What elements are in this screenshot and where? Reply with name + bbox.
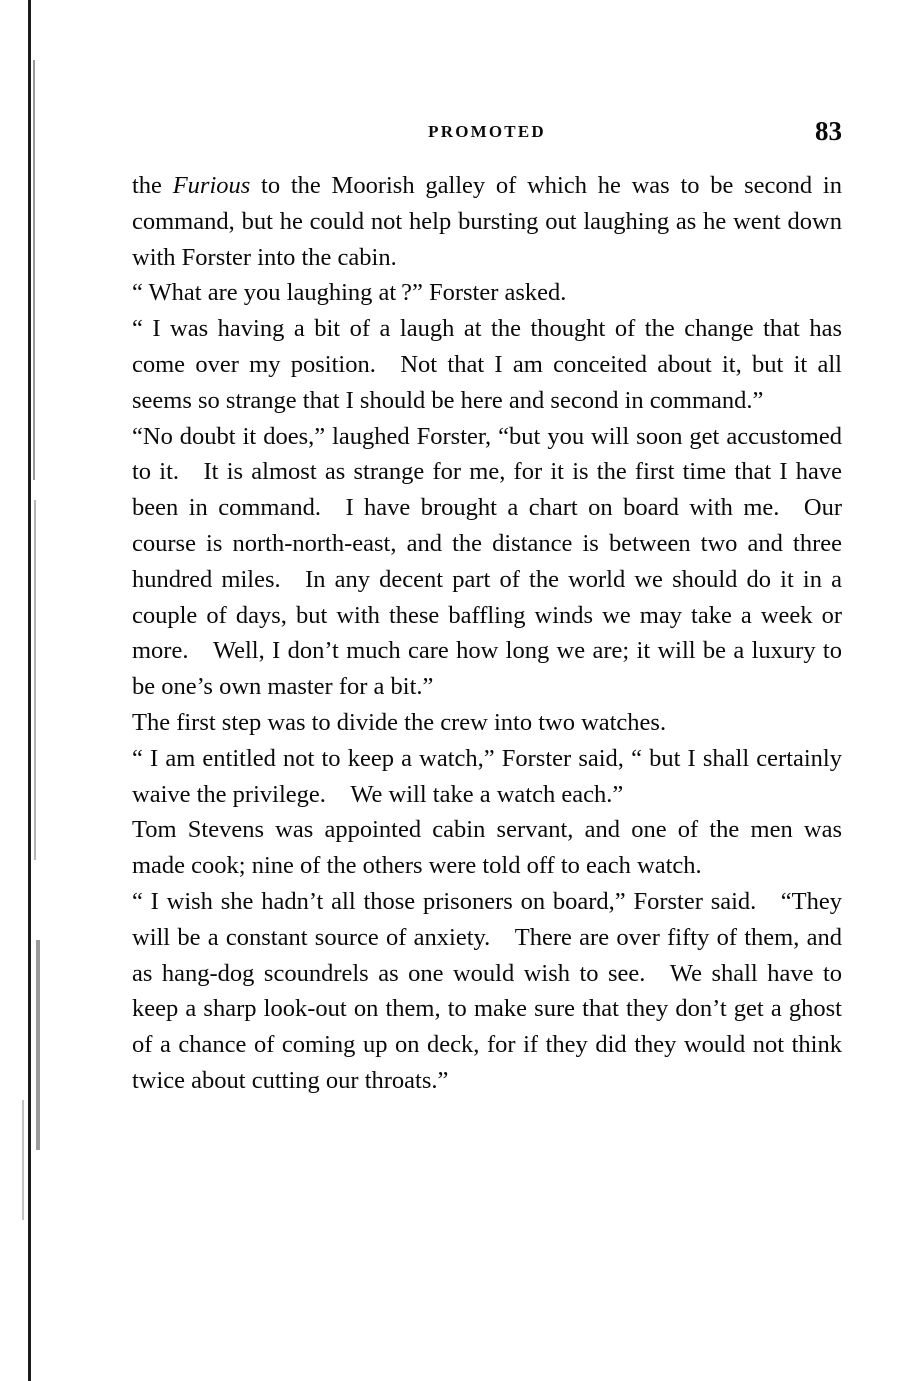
text-run: the	[132, 172, 173, 199]
page-body	[132, 168, 842, 1099]
text-run: to the Moorish galley of which he was to be second in command, but he could not help bursting out laughing as he went down with Forster into the cabin.	[132, 172, 842, 271]
page-number: 83	[815, 116, 842, 146]
paragraph	[132, 705, 842, 741]
running-head: PROMOTED	[428, 122, 546, 141]
page-header	[132, 116, 842, 150]
paragraph	[132, 168, 842, 275]
paragraph	[132, 812, 842, 884]
scan-edge-artifact-quinary	[22, 1100, 24, 1220]
scan-edge-artifact	[28, 0, 31, 1381]
scan-edge-artifact-tertiary	[34, 500, 36, 860]
text-run: “No doubt it does,” laughed Forster, “but you will soon get accustomed to it. It is almost as strange for me, for it is the first time that I have been in command. I have brought a chart on board with me. Our course is north-north-east, and the distance is between two and three hundred miles. In any decent part of the world we should do it in a couple of days, but with these baffling winds we may take a week or more. Well, I don’t much care how long we are; it will be a luxury to be one’s own master for a bit.”	[132, 422, 842, 701]
text-run: “ What are you laughing at ?” Forster asked.	[132, 279, 567, 307]
scan-edge-artifact-secondary	[33, 60, 35, 480]
paragraph	[132, 741, 842, 813]
text-run: Tom Stevens was appointed cabin servant, and one of the men was made cook; nine of the others were told off to each watch.	[132, 816, 842, 880]
text-run: “ I wish she hadn’t all those prisoners on board,” Forster said. “They will be a constant source of anxiety. There are over fifty of them, and as hang-dog scoundrels as one would wish to see. We shall have to keep a sharp look-out on them, to make sure that they don’t get a ghost of a chance of coming up on deck, for if they did they would not think twice about cutting our throats.”	[132, 887, 842, 1094]
text-run: “ I was having a bit of a laugh at the thought of the change that has come over my position. Not that I am conceited about it, but it all seems so strange that I should be here and second in command.”	[132, 315, 842, 414]
paragraph	[132, 311, 842, 418]
italic-title: Furious	[172, 172, 251, 199]
scan-edge-artifact-quaternary	[36, 940, 40, 1150]
paragraph	[132, 275, 842, 311]
paragraph	[132, 419, 842, 705]
text-run: “ I am entitled not to keep a watch,” Forster said, “ but I shall certainly waive the privilege. We will take a watch each.”	[132, 744, 842, 808]
paragraph	[132, 884, 842, 1099]
text-run: The first step was to divide the crew into two watches.	[132, 708, 667, 736]
